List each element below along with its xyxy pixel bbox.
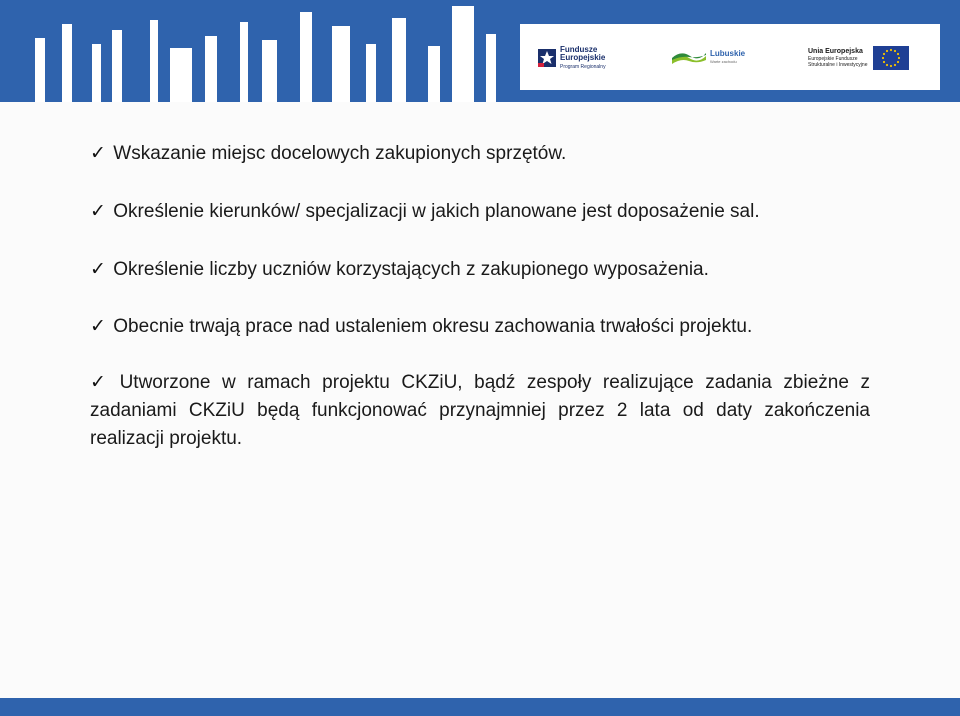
bullet-text: Wskazanie miejsc docelowych zakupionych sprzętów. bbox=[113, 143, 567, 164]
eu-line1: Unia Europejska bbox=[808, 48, 863, 55]
decor-stripe bbox=[392, 18, 406, 102]
lubuskie-wave-icon bbox=[672, 50, 706, 66]
checkmark-icon: ✓ bbox=[90, 143, 106, 164]
fe-star-icon bbox=[538, 49, 556, 67]
footer-bar bbox=[0, 698, 960, 716]
bullet-item bbox=[90, 313, 870, 341]
decor-stripe bbox=[35, 38, 45, 102]
eu-flag-icon bbox=[873, 46, 909, 70]
decor-stripe bbox=[262, 40, 277, 102]
eu-sub1: Europejskie Fundusze bbox=[808, 56, 858, 62]
decor-stripe bbox=[150, 20, 158, 102]
decor-stripe bbox=[486, 34, 496, 102]
eu-sub2: Strukturalne i Inwestycyjne bbox=[808, 62, 868, 68]
bullet-text: Obecnie trwają prace nad ustaleniem okresu zachowania trwałości projektu. bbox=[113, 316, 753, 337]
decor-stripe bbox=[62, 24, 72, 102]
lubuskie-logo bbox=[672, 38, 745, 78]
bullet-text: Utworzone w ramach projektu CKZiU, bądź zespoły realizujące zadania zbieżne z zadaniami CKZiU będą funkcjonować przynajmniej przez 2 lata od daty zakończenia realizacji projektu. bbox=[90, 372, 870, 449]
bullet-item bbox=[90, 198, 870, 226]
decor-stripe bbox=[452, 6, 474, 102]
checkmark-icon: ✓ bbox=[90, 201, 106, 222]
fe-line2: Europejskie bbox=[560, 52, 606, 62]
checkmark-icon: ✓ bbox=[90, 372, 106, 393]
bullet-text: Określenie kierunków/ specjalizacji w jakich planowane jest doposażenie sal. bbox=[113, 201, 760, 222]
bullet-item bbox=[90, 140, 870, 168]
fe-line1: Fundusze bbox=[560, 44, 598, 54]
header-banner bbox=[0, 0, 960, 102]
decor-stripe bbox=[240, 22, 248, 102]
bullet-item bbox=[90, 369, 870, 453]
lubuskie-name: Lubuskie bbox=[710, 49, 746, 58]
fe-sub: Program Regionalny bbox=[560, 63, 606, 70]
fundusze-europejskie-logo bbox=[538, 38, 606, 78]
decor-stripe bbox=[300, 12, 312, 102]
decor-stripe bbox=[428, 46, 440, 102]
decor-stripe bbox=[170, 48, 192, 102]
decor-stripe bbox=[112, 30, 122, 102]
decor-stripe bbox=[366, 44, 376, 102]
decor-stripe bbox=[92, 44, 101, 102]
bullet-text: Określenie liczby uczniów korzystających z zakupionego wyposażenia. bbox=[113, 259, 709, 280]
bullet-item bbox=[90, 256, 870, 284]
lubuskie-sub: Warte zachodu bbox=[710, 59, 737, 64]
checkmark-icon: ✓ bbox=[90, 259, 106, 280]
decor-stripe bbox=[332, 26, 350, 102]
logo-strip bbox=[520, 24, 940, 90]
eu-logo bbox=[808, 38, 909, 78]
checkmark-icon: ✓ bbox=[90, 316, 106, 337]
decor-stripe bbox=[205, 36, 217, 102]
